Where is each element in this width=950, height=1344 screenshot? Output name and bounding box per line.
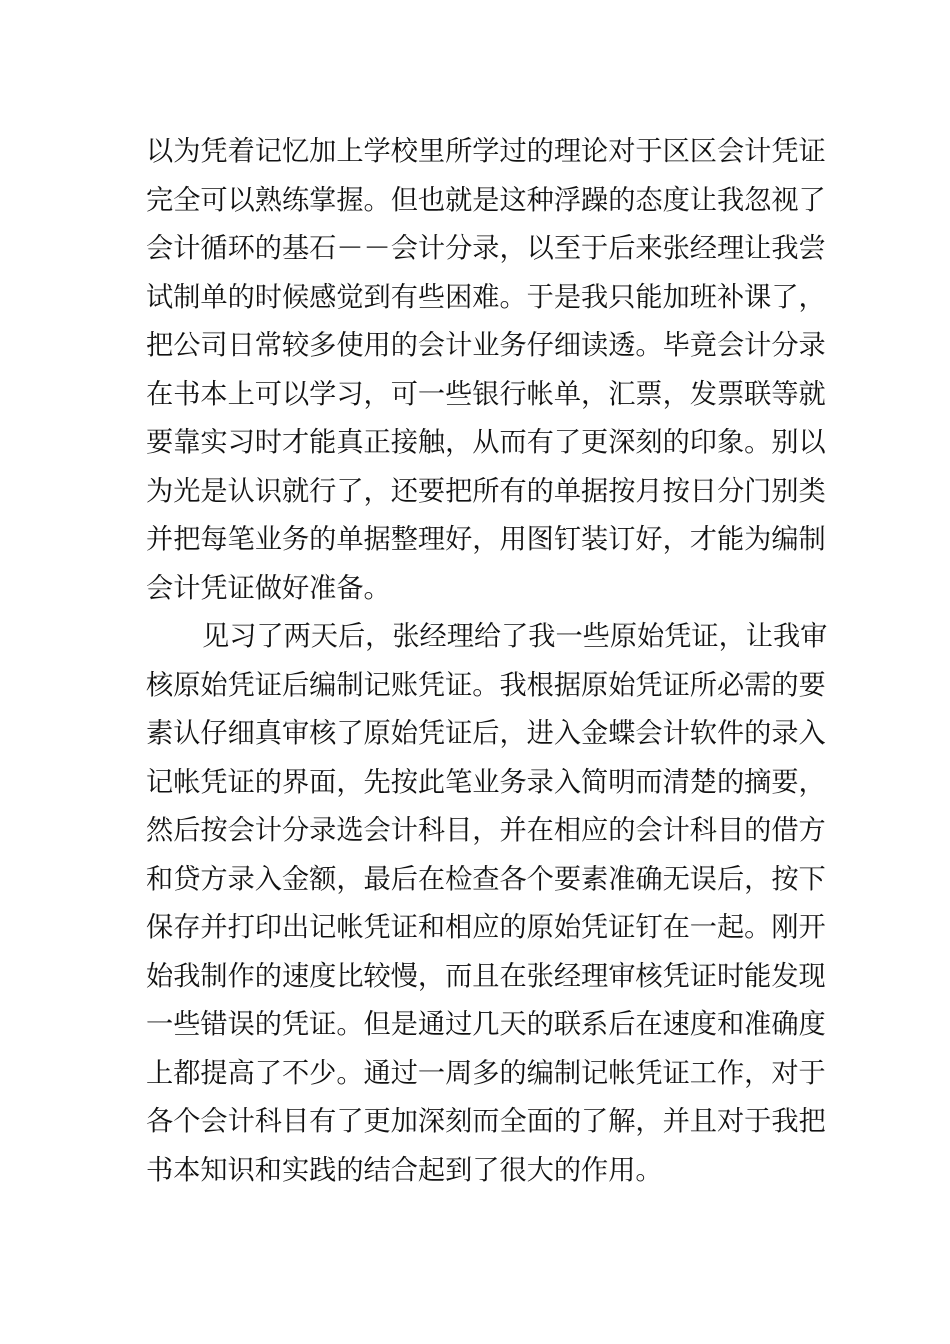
text-line: 以为凭着记忆加上学校里所学过的理论对于区区会计凭证	[146, 136, 826, 167]
text-line: 会计凭证做好准备。	[146, 572, 391, 604]
paragraph-start-line: 见习了两天后，张经理给了我一些原始凭证，让我审	[202, 621, 828, 652]
text-line: 会计循环的基石－－会计分录，以至于后来张经理让我尝	[146, 233, 826, 264]
text-line: 素认仔细真审核了原始凭证后，进入金蝶会计软件的录入	[146, 718, 826, 749]
text-line: 然后按会计分录选会计科目，并在相应的会计科目的借方	[146, 815, 826, 846]
text-line: 把公司日常较多使用的会计业务仔细读透。毕竟会计分录	[146, 330, 826, 361]
text-line: 为光是认识就行了，还要把所有的单据按月按日分门别类	[146, 475, 826, 507]
body-text	[146, 128, 826, 1195]
text-line: 保存并打印出记帐凭证和相应的原始凭证钉在一起。刚开	[146, 912, 826, 943]
text-line: 一些错误的凭证。但是通过几天的联系后在速度和准确度	[146, 1009, 826, 1040]
text-line: 要靠实习时才能真正接触，从而有了更深刻的印象。别以	[146, 427, 826, 458]
text-line: 试制单的时候感觉到有些困难。于是我只能加班补课了，	[146, 281, 826, 313]
text-line: 和贷方录入金额，最后在检查各个要素准确无误后，按下	[146, 863, 826, 895]
text-line: 各个会计科目有了更加深刻而全面的了解，并且对于我把	[146, 1106, 826, 1137]
text-line: 完全可以熟练掌握。但也就是这种浮躁的态度让我忽视了	[146, 184, 826, 216]
text-line: 书本知识和实践的结合起到了很大的作用。	[146, 1154, 663, 1186]
text-line: 并把每笔业务的单据整理好，用图钉装订好，才能为编制	[146, 524, 826, 555]
text-line: 上都提高了不少。通过一周多的编制记帐凭证工作，对于	[146, 1057, 826, 1089]
text-line: 始我制作的速度比较慢，而且在张经理审核凭证时能发现	[146, 960, 826, 992]
text-line: 核原始凭证后编制记账凭证。我根据原始凭证所必需的要	[146, 669, 826, 701]
text-line: 记帐凭证的界面，先按此笔业务录入简明而清楚的摘要，	[146, 766, 826, 798]
text-line: 在书本上可以学习，可一些银行帐单，汇票，发票联等就	[146, 378, 826, 410]
